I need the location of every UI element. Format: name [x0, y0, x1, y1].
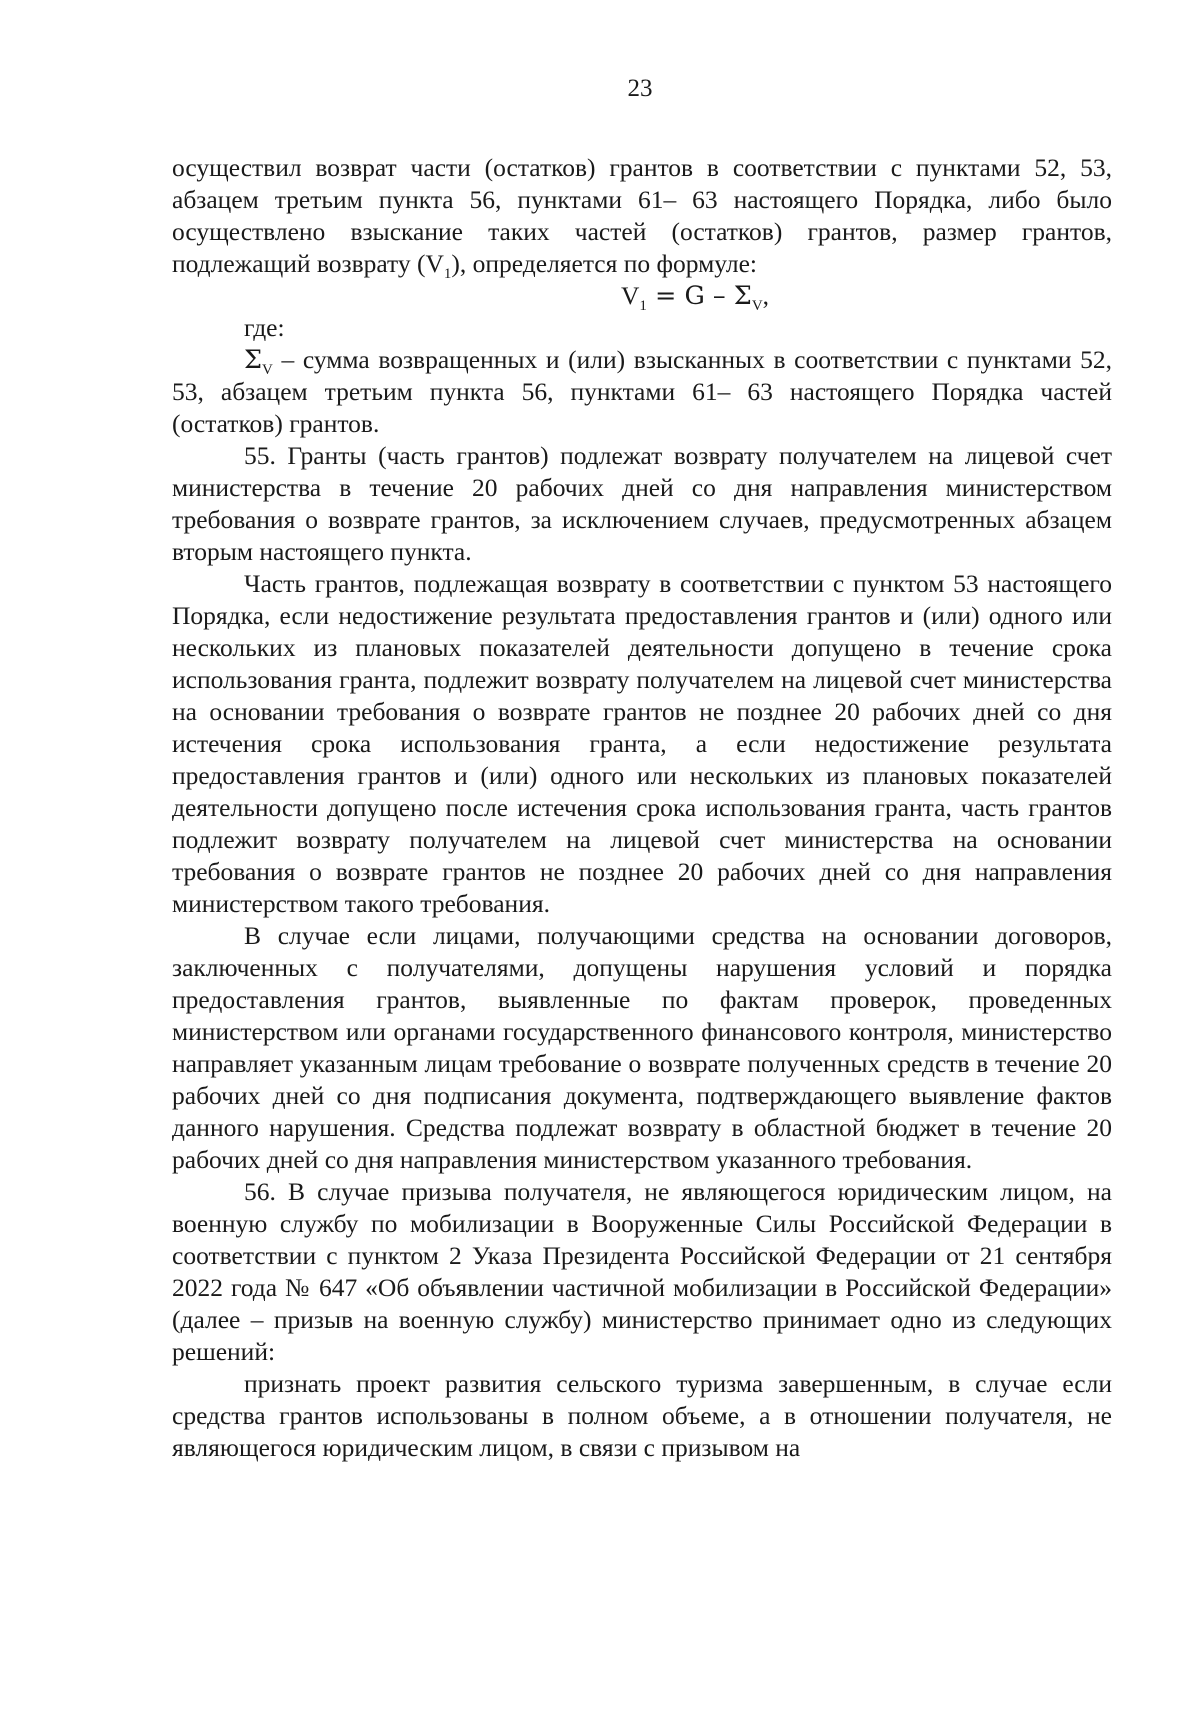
formula-rhs: = G – Σ	[646, 281, 752, 311]
intro-paragraph	[172, 152, 1112, 283]
sigma-symbol: Σ	[244, 345, 263, 375]
intro-text: осуществил возврат части (остатков) грантов в соответствии с пунктами 52, 53, абзацем третьим пункта 56, пунктами 61– 63 настоящего Порядка, либо было осуществлено взыскание таких частей (остатков) грантов, размер грантов, подлежащий возврату (V	[172, 153, 1112, 278]
paragraph-55: 55. Гранты (часть грантов) подлежат возврату получателем на лицевой счет министерства в течение 20 рабочих дней со дня направления министерством требования о возврате грантов, за исключением случаев, предусмотренных абзацем вторым настоящего пункта.	[172, 441, 1112, 566]
sigma-definition-text: – сумма возвращенных и (или) взысканных в соответствии с пунктами 52, 53, абзацем третьим пункта 56, пунктами 61– 63 настоящего Порядка частей (остатков) грантов.	[172, 345, 1112, 438]
formula	[172, 280, 1112, 315]
formula-lhs-sub: 1	[639, 298, 647, 315]
where-label: где:	[244, 313, 285, 342]
formula-lhs: V	[620, 281, 640, 310]
formula-rhs-sub: V	[751, 298, 763, 315]
intro-subscript: 1	[443, 266, 452, 283]
paragraph-56-decision: признать проект развития сельского туризма завершенным, в случае если средства грантов использованы в полном объеме, а в отношении получателя, не являющегося юридическим лицом, в связи с призывом на	[172, 1369, 1112, 1462]
sigma-definition	[172, 344, 1112, 440]
sigma-symbol-sub: V	[262, 362, 273, 379]
paragraph-55-part: Часть грантов, подлежащая возврату в соответствии с пунктом 53 настоящего Порядка, если недостижение результата предоставления грантов и (или) одного или нескольких из плановых показателей деятельности допущено в течение срока использования гранта, подлежит возврату получателем на лицевой счет министерства на основании требования о возврате грантов не позднее 20 рабочих дней со дня истечения срока использования гранта, а если недостижение результата предоставления грантов и (или) одного или нескольких из плановых показателей деятельности допущено после истечения срока использования гранта, часть грантов подлежит возврату получателем на лицевой счет министерства на основании требования о возврате грантов не позднее 20 рабочих дней со дня направления министерством такого требования.	[172, 569, 1112, 918]
paragraph-55-violations: В случае если лицами, получающими средства на основании договоров, заключенных с получателями, допущены нарушения условий и порядка предоставления грантов, выявленные по фактам проверок, проведенных министерством или органами государственного финансового контроля, министерство направляет указанным лицам требование о возврате полученных средств в течение 20 рабочих дней со дня подписания документа, подтверждающего выявление фактов данного нарушения. Средства подлежат возврату в областной бюджет в течение 20 рабочих дней со дня направления министерством указанного требования.	[172, 921, 1112, 1174]
paragraph-56: 56. В случае призыва получателя, не являющегося юридическим лицом, на военную службу по мобилизации в Вооруженные Силы Российской Федерации в соответствии с пунктом 2 Указа Президента Российской Федерации от 21 сентября 2022 года № 647 «Об объявлении частичной мобилизации в Российской Федерации» (далее – призыв на военную службу) министерство принимает одно из следующих решений:	[172, 1177, 1112, 1366]
page-number: 23	[627, 75, 653, 102]
formula-tail: ,	[762, 281, 770, 310]
document-body	[172, 152, 1112, 1464]
intro-tail: ), определяется по формуле:	[451, 249, 758, 278]
